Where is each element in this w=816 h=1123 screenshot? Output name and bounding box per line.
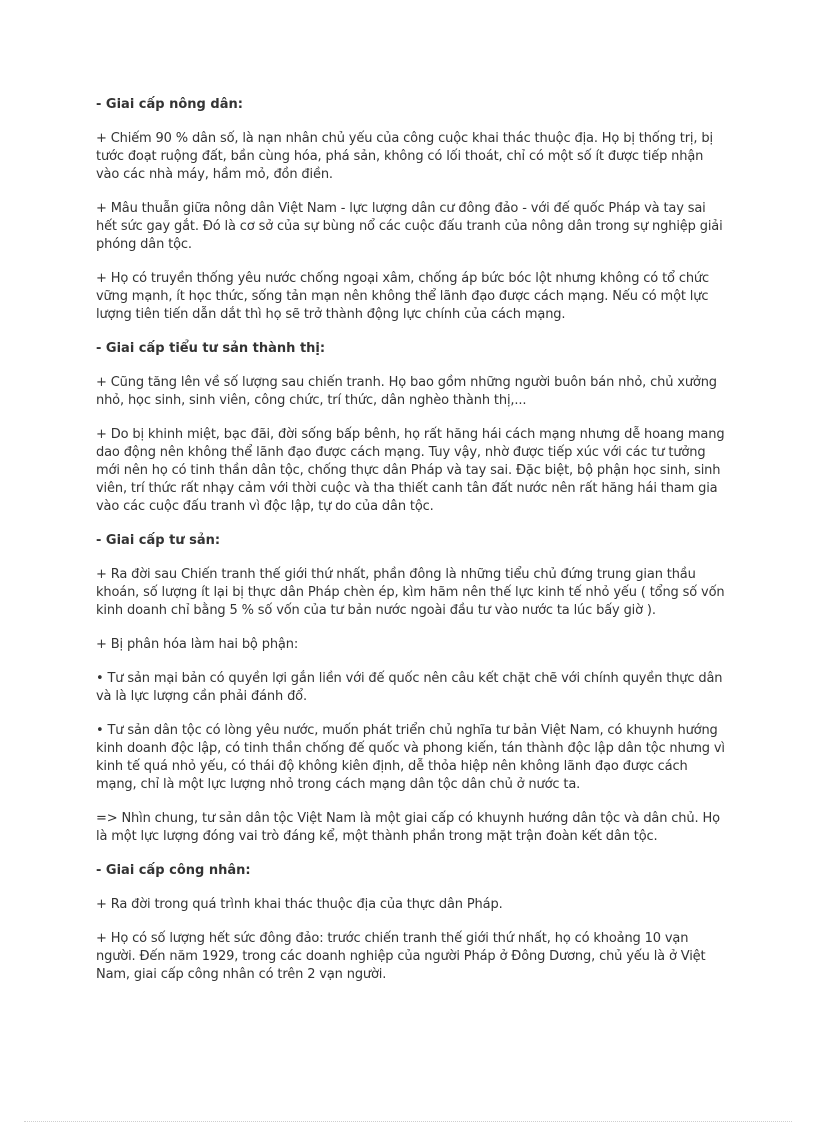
page-bottom-divider xyxy=(24,1121,792,1122)
document-body xyxy=(96,96,726,1000)
section-cong-nhan xyxy=(96,862,726,984)
paragraph: + Mâu thuẫn giữa nông dân Việt Nam - lực lượng dân cư đông đảo - với đế quốc Pháp và tay sai hết sức gay gắt. Đó là cơ sở của sự bùng nổ các cuộc đấu tranh của nông dân trong sự nghiệp giải phóng dân tộc. xyxy=(96,201,723,252)
paragraph: + Ra đời sau Chiến tranh thế giới thứ nhất, phần đông là những tiểu chủ đứng trung gian thầu khoán, số lượng ít lại bị thực dân Pháp chèn ép, kìm hãm nên thế lực kinh tế nhỏ yếu ( tổng số vốn kinh doanh chỉ bằng 5 % số vốn của tư bản nước ngoài đầu tư vào nước ta lúc bấy giờ ). xyxy=(96,567,725,618)
paragraph: + Cũng tăng lên về số lượng sau chiến tranh. Họ bao gồm những người buôn bán nhỏ, chủ xưởng nhỏ, học sinh, sinh viên, công chức, trí thức, dân nghèo thành thị,... xyxy=(96,375,717,408)
section-tu-san xyxy=(96,532,726,846)
section-heading: - Giai cấp nông dân: xyxy=(96,97,243,112)
paragraph: + Do bị khinh miệt, bạc đãi, đời sống bấp bênh, họ rất hăng hái cách mạng nhưng dễ hoang mang dao động nên không thể lãnh đạo được cách mạng. Tuy vậy, nhờ được tiếp xúc với các tư tưởng mới nên họ có tinh thần dân tộc, chống thực dân Pháp và tay sai. Đặc biệt, bộ phận học sinh, sinh viên, trí thức rất nhạy cảm với thời cuộc và tha thiết canh tân đất nước nên rất hăng hái tham gia vào các cuộc đấu tranh vì độc lập, tự do của dân tộc. xyxy=(96,427,725,514)
section-nong-dan xyxy=(96,96,726,324)
section-heading: - Giai cấp tư sản: xyxy=(96,533,221,548)
paragraph: + Bị phân hóa làm hai bộ phận: xyxy=(96,637,299,652)
paragraph: + Họ có truyền thống yêu nước chống ngoại xâm, chống áp bức bóc lột nhưng không có tổ chức vững mạnh, ít học thức, sống tản mạn nên không thể lãnh đạo được cách mạng. Nếu có một lực lượng tiên tiến dẫn dắt thì họ sẽ trở thành động lực chính của cách mạng. xyxy=(96,271,710,322)
section-tieu-tu-san xyxy=(96,340,726,516)
paragraph: + Họ có số lượng hết sức đông đảo: trước chiến tranh thế giới thứ nhất, họ có khoảng 10 vạn người. Đến năm 1929, trong các doanh nghiệp của người Pháp ở Đông Dương, chủ yếu là ở Việt Nam, giai cấp công nhân có trên 2 vạn người. xyxy=(96,931,706,982)
bullet-paragraph: • Tư sản mại bản có quyền lợi gắn liền với đế quốc nên câu kết chặt chẽ với chính quyền thực dân và là lực lượng cần phải đánh đổ. xyxy=(96,671,723,704)
bullet-paragraph: • Tư sản dân tộc có lòng yêu nước, muốn phát triển chủ nghĩa tư bản Việt Nam, có khuynh hướng kinh doanh độc lập, có tinh thần chống đế quốc và phong kiến, tán thành độc lập dân tộc nhưng vì kinh tế quá nhỏ yếu, có thái độ không kiên định, dễ thỏa hiệp nên không lãnh đạo được cách mạng, chỉ là một lực lượng nhỏ trong cách mạng dân tộc dân chủ ở nước ta. xyxy=(96,723,725,792)
conclusion-paragraph: => Nhìn chung, tư sản dân tộc Việt Nam là một giai cấp có khuynh hướng dân tộc và dân chủ. Họ là một lực lượng đóng vai trò đáng kể, một thành phần trong mặt trận đoàn kết dân tộc. xyxy=(96,811,720,844)
paragraph: + Chiếm 90 % dân số, là nạn nhân chủ yếu của công cuộc khai thác thuộc địa. Họ bị thống trị, bị tước đoạt ruộng đất, bần cùng hóa, phá sản, không có lối thoát, chỉ có một số ít được tiếp nhận vào các nhà máy, hầm mỏ, đồn điền. xyxy=(96,131,713,182)
section-heading: - Giai cấp tiểu tư sản thành thị: xyxy=(96,341,326,356)
paragraph: + Ra đời trong quá trình khai thác thuộc địa của thực dân Pháp. xyxy=(96,897,503,912)
section-heading: - Giai cấp công nhân: xyxy=(96,863,251,878)
